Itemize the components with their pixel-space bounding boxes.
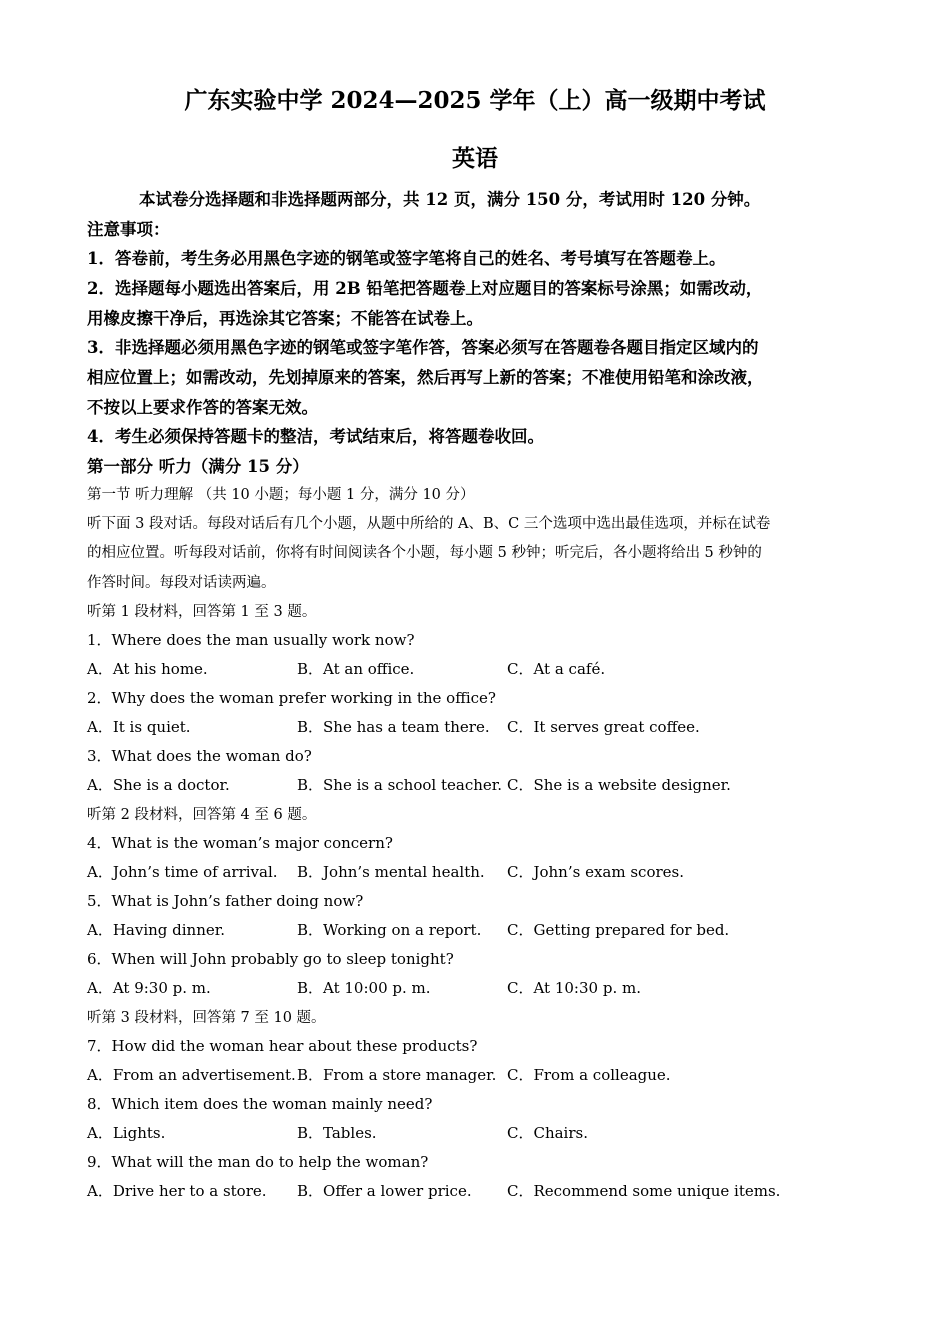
question-7: 7．How did the woman hear about these products? (87, 1037, 478, 1055)
q1-option-c: C．At a café. (507, 660, 606, 678)
exam-title: 广东实验中学 2024—2025 学年（上）高一级期中考试 (184, 87, 766, 114)
subject-title: 英语 (452, 145, 498, 172)
instructions-line: 听下面 3 段对话。每段对话后有几个小题，从题中所给的 A、B、C 三个选项中选出最佳选项，并标在试卷 (87, 516, 771, 532)
question-4: 4．What is the woman’s major concern? (87, 834, 393, 852)
q5-option-b: B．Working on a report. (297, 921, 482, 939)
q2-option-b: B．She has a team there. (297, 718, 490, 736)
notice-line: 相应位置上；如需改动，先划掉原来的答案，然后再写上新的答案；不准使用铅笔和涂改液， (87, 368, 764, 387)
section1-heading: 第一节 听力理解 （共 10 小题；每小题 1 分，满分 10 分） (87, 487, 475, 503)
notice-line: 用橡皮擦干净后，再选涂其它答案；不能答在试卷上。 (87, 309, 483, 328)
question-8: 8．Which item does the woman mainly need? (87, 1095, 433, 1113)
material-label-3: 听第 3 段材料，回答第 7 至 10 题。 (87, 1010, 326, 1026)
q6-option-c: C．At 10:30 p. m. (507, 979, 641, 997)
q4-option-b: B．John’s mental health. (297, 863, 485, 881)
notice-line: 3．非选择题必须用黑色字迹的钢笔或签字笔作答，答案必须写在答题卷各题目指定区域内的 (87, 338, 759, 357)
q9-option-c: C．Recommend some unique items. (507, 1182, 781, 1200)
q4-option-a: A．John’s time of arrival. (87, 863, 278, 881)
q4-option-c: C．John’s exam scores. (507, 863, 684, 881)
question-6: 6．When will John probably go to sleep tonight? (87, 950, 454, 968)
notice-line: 4．考生必须保持答题卡的整洁，考试结束后，将答题卷收回。 (87, 427, 544, 446)
q5-option-c: C．Getting prepared for bed. (507, 921, 730, 939)
instructions-line: 作答时间。每段对话读两遍。 (87, 575, 276, 591)
notice-heading: 注意事项： (87, 220, 170, 239)
intro-text: 本试卷分选择题和非选择题两部分，共 12 页，满分 150 分，考试用时 120 分钟。 (139, 190, 761, 209)
q9-option-a: A．Drive her to a store. (87, 1182, 267, 1200)
q3-option-a: A．She is a doctor. (87, 776, 230, 794)
q8-option-b: B．Tables. (297, 1124, 377, 1142)
q9-option-b: B．Offer a lower price. (297, 1182, 472, 1200)
question-3: 3．What does the woman do? (87, 747, 312, 765)
q8-option-a: A．Lights. (87, 1124, 166, 1142)
material-label-2: 听第 2 段材料，回答第 4 至 6 题。 (87, 807, 317, 823)
instructions-line: 的相应位置。听每段对话前，你将有时间阅读各个小题，每小题 5 秒钟；听完后，各小题将给出 5 秒钟的 (87, 545, 762, 561)
question-9: 9．What will the man do to help the woman? (87, 1153, 429, 1171)
q6-option-a: A．At 9:30 p. m. (87, 979, 211, 997)
part1-heading: 第一部分 听力（满分 15 分） (87, 457, 309, 476)
question-1: 1．Where does the man usually work now? (87, 631, 415, 649)
q7-option-b: B．From a store manager. (297, 1066, 497, 1084)
q2-option-c: C．It serves great coffee. (507, 718, 700, 736)
q7-option-c: C．From a colleague. (507, 1066, 671, 1084)
q6-option-b: B．At 10:00 p. m. (297, 979, 431, 997)
q5-option-a: A．Having dinner. (87, 921, 226, 939)
question-5: 5．What is John’s father doing now? (87, 892, 364, 910)
material-label-1: 听第 1 段材料，回答第 1 至 3 题。 (87, 604, 317, 620)
q1-option-a: A．At his home. (87, 660, 208, 678)
q3-option-c: C．She is a website designer. (507, 776, 731, 794)
notice-line: 2．选择题每小题选出答案后，用 2B 铅笔把答题卷上对应题目的答案标号涂黑；如需改动， (87, 279, 763, 298)
q8-option-c: C．Chairs. (507, 1124, 588, 1142)
q1-option-b: B．At an office. (297, 660, 415, 678)
notice-line: 不按以上要求作答的答案无效。 (87, 398, 318, 417)
q7-option-a: A．From an advertisement. (87, 1066, 296, 1084)
notice-line: 1．答卷前，考生务必用黑色字迹的钢笔或签字笔将自己的姓名、考号填写在答题卷上。 (87, 249, 726, 268)
question-2: 2．Why does the woman prefer working in the office? (87, 689, 496, 707)
q2-option-a: A．It is quiet. (87, 718, 191, 736)
q3-option-b: B．She is a school teacher. (297, 776, 503, 794)
